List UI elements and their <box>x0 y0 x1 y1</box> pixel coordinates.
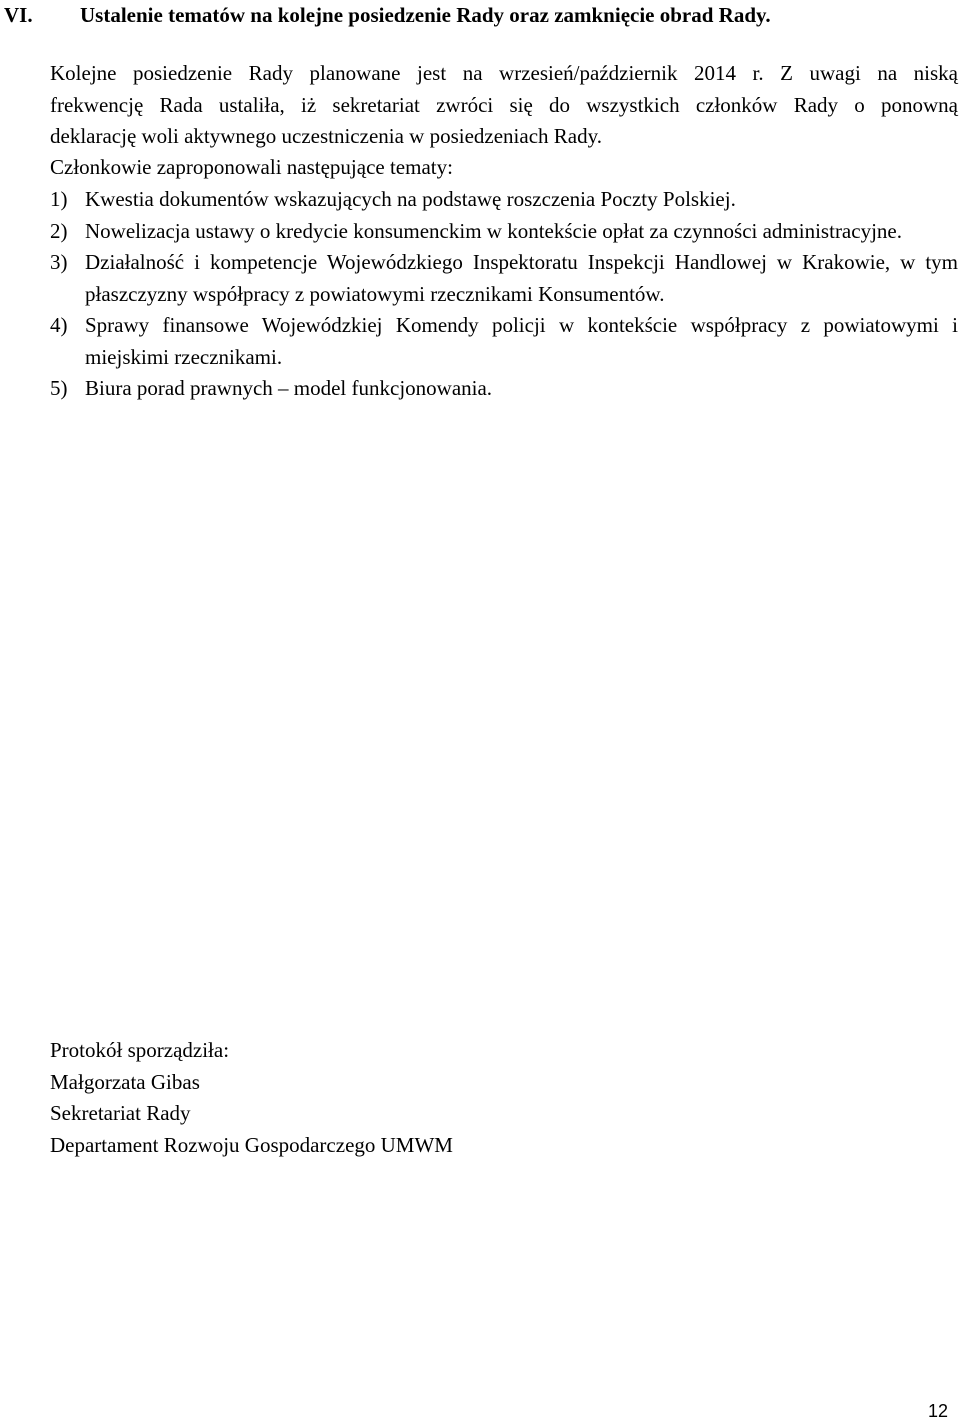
topics-list <box>50 184 958 405</box>
list-item <box>50 184 958 216</box>
topics-intro: Członkowie zaproponowali następujące tematy: <box>50 155 453 179</box>
signature-block <box>50 1035 750 1161</box>
paragraph-line: deklarację woli aktywnego uczestniczenia w posiedzeniach Rady. <box>50 124 602 148</box>
signature-name: Małgorzata Gibas <box>50 1069 200 1094</box>
list-item-text: Sprawy finansowe Wojewódzkiej Komendy policji w kontekście współpracy z powiatowymi i miejskimi rzecznikami. <box>85 313 958 369</box>
list-item-text: Kwestia dokumentów wskazujących na podstawę roszczenia Poczty Polskiej. <box>85 187 736 211</box>
signature-label: Protokół sporządziła: <box>50 1038 230 1062</box>
page-number: 12 <box>927 1401 948 1421</box>
signature-department: Departament Rozwoju Gospodarczego UMWM <box>50 1132 453 1157</box>
meeting-paragraph <box>50 58 958 153</box>
list-item <box>50 310 958 373</box>
list-marker: 3) <box>50 250 68 274</box>
list-marker: 1) <box>50 187 68 211</box>
list-item-text: Nowelizacja ustawy o kredycie konsumenckim w kontekście opłat za czynności administracyjne. <box>85 218 902 243</box>
section-number: VI. <box>4 3 33 27</box>
paragraph-line: Kolejne posiedzenie Rady planowane jest na wrzesień/październik 2014 r. Z uwagi na niską <box>50 61 958 85</box>
list-item-text: Działalność i kompetencje Wojewódzkiego Inspektoratu Inspekcji Handlowej w Krakowie, w tym płaszczyzny współpracy z powiatowymi rzecznikami Konsumentów. <box>85 250 958 306</box>
list-marker: 5) <box>50 376 68 400</box>
paragraph-line: frekwencję Rada ustaliła, iż sekretariat zwróci się do wszystkich członków Rady o ponowną <box>50 92 958 117</box>
list-item <box>50 373 958 405</box>
section-title: Ustalenie tematów na kolejne posiedzenie Rady oraz zamknięcie obrad Rady. <box>80 3 771 27</box>
list-item <box>50 216 958 248</box>
list-item <box>50 247 958 310</box>
section-heading <box>4 0 954 30</box>
list-marker: 2) <box>50 218 68 243</box>
signature-unit: Sekretariat Rady <box>50 1101 191 1125</box>
list-item-text: Biura porad prawnych – model funkcjonowania. <box>85 376 493 400</box>
list-marker: 4) <box>50 313 68 337</box>
